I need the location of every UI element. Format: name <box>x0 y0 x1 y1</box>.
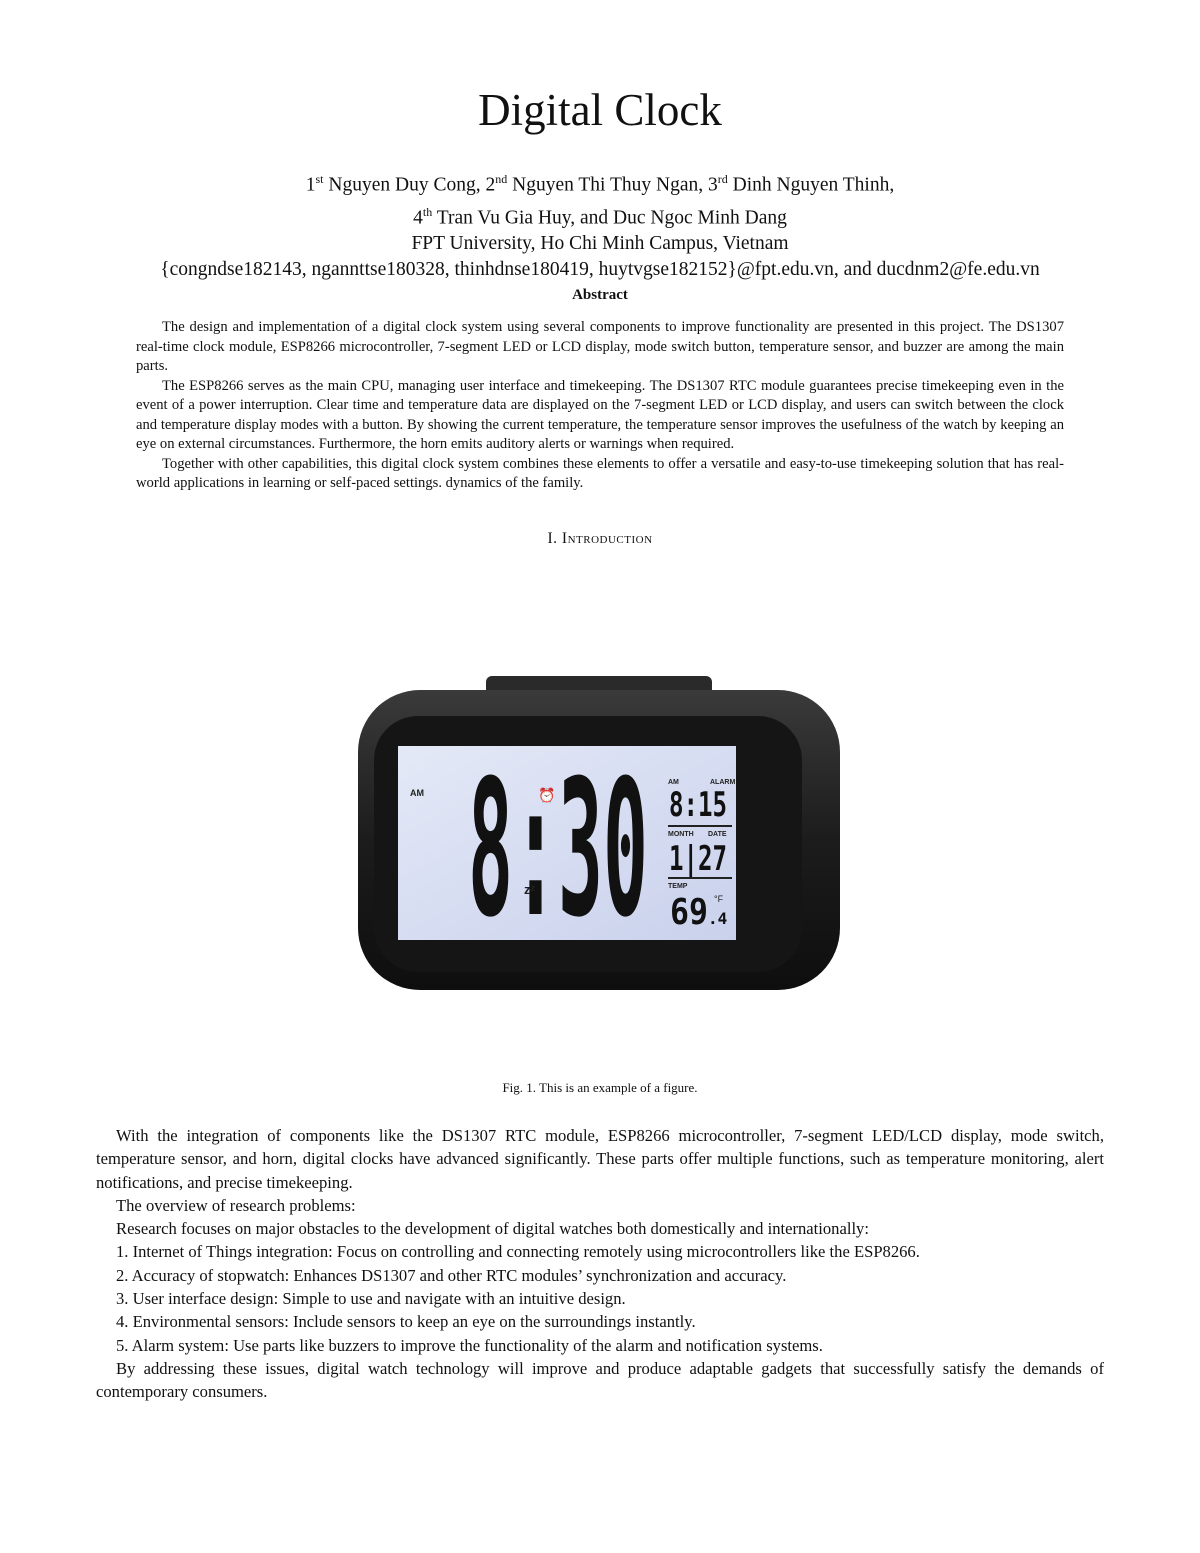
affiliation: FPT University, Ho Chi Minh Campus, Vietnam <box>411 233 789 254</box>
introduction-body <box>96 1124 1104 1404</box>
body-paragraph: With the integration of components like the DS1307 RTC module, ESP8266 microcontroller, 7-segment LED/LCD display, mode switch, temperature sensor, and horn, digital clocks have advanced significantly. These parts offer multiple functions, such as temperature monitoring, alert notifications, and precise timekeeping. <box>96 1126 1104 1192</box>
author-emails: {congndse182143, ngannttse180328, thinhdnse180419, huytvgse182152}@fpt.edu.vn, and ducdnm2@fe.edu.vn <box>160 259 1040 280</box>
author-4-name: Tran Vu Gia Huy, and Duc Ngoc Minh Dang <box>436 207 787 228</box>
author-3-sup: rd <box>717 172 728 186</box>
section-number: I. <box>547 530 558 547</box>
list-item: 4. Environmental sensors: Include sensors to keep an eye on the surroundings instantly. <box>116 1312 696 1332</box>
list-item: 5. Alarm system: Use parts like buzzers to improve the functionality of the alarm and notification systems. <box>116 1335 823 1355</box>
author-3-name: Dinh Nguyen Thinh, <box>732 174 895 196</box>
body-paragraph: The overview of research problems: <box>116 1195 356 1215</box>
author-2-ordinal: 2 <box>485 174 496 196</box>
author-1-sup: st <box>315 172 324 186</box>
paper-title: Digital Clock <box>478 85 722 135</box>
abstract-paragraph: The ESP8266 serves as the main CPU, managing user interface and timekeeping. The DS1307 RTC module guarantees precise timekeeping even in the event of a power interruption. Clear time and temperature data are displayed on the 7-segment LED or LCD display, and users can switch between the clock and temperature display modes with a button. By showing the current temperature, the temperature sensor improves the usefulness of the watch by keeping an eye on external circumstances. Furthermore, the horn emits auditory alerts or warnings when required. <box>136 377 1064 452</box>
section-title: Introduction <box>561 530 653 547</box>
list-item: 3. User interface design: Simple to use and navigate with an intuitive design. <box>116 1289 626 1309</box>
author-4-ordinal: 4 <box>413 207 423 228</box>
figure-caption: Fig. 1. This is an example of a figure. <box>502 1080 698 1095</box>
alarm-time-display: 8:15 <box>669 785 727 825</box>
abstract-heading: Abstract <box>572 287 628 303</box>
snooze-indicator: zᶻ <box>524 882 536 897</box>
alarm-clock-illustration <box>352 668 844 1000</box>
alarm-bell-icon: ⏰ <box>538 788 556 804</box>
date-label: DATE <box>708 831 727 838</box>
section-heading <box>0 530 1200 548</box>
list-item: 1. Internet of Things integration: Focus on controlling and connecting remotely using microcontrollers like the ESP8266. <box>116 1242 920 1262</box>
author-2-sup: nd <box>495 172 508 186</box>
temperature-display: 69 <box>670 892 708 933</box>
author-3-ordinal: 3 <box>708 174 718 196</box>
abstract-paragraph: Together with other capabilities, this digital clock system combines these elements to offer a versatile and easy-to-use timekeeping solution that has real-world applications in learning or self-paced settings. dynamics of the family. <box>136 455 1064 491</box>
figure-clock-image <box>352 668 844 1000</box>
abstract-body <box>136 318 1064 494</box>
author-line-1 <box>0 166 1200 199</box>
date-display: 1|27 <box>669 839 727 879</box>
body-paragraph: By addressing these issues, digital watch technology will improve and produce adaptable gadgets that successfully satisfy the demands of contemporary consumers. <box>96 1358 1104 1402</box>
body-paragraph: Research focuses on major obstacles to the development of digital watches both domestically and internationally: <box>116 1219 869 1239</box>
main-time-display: 8:30 <box>468 740 648 959</box>
author-2-name: Nguyen Thi Thuy Ngan, <box>512 174 704 196</box>
author-1-ordinal: 1 <box>305 174 316 196</box>
author-4-sup: th <box>422 204 433 219</box>
am-left-indicator: AM <box>410 788 424 798</box>
author-1-name: Nguyen Duy Cong, <box>328 174 481 196</box>
temperature-unit: °F <box>714 894 724 904</box>
abstract-paragraph: The design and implementation of a digital clock system using several components to improve functionality are presented in this project. The DS1307 real-time clock module, ESP8266 microcontroller, 7-segment LED or LCD display, mode switch button, temperature sensor, and buzzer are among the main parts. <box>136 319 1064 374</box>
alarm-label: ALARM <box>710 779 736 786</box>
temp-label: TEMP <box>668 883 688 890</box>
am-right-indicator: AM <box>668 779 679 786</box>
author-block <box>0 166 1200 283</box>
author-line-2 <box>0 199 1200 232</box>
list-item: 2. Accuracy of stopwatch: Enhances DS1307 and other RTC modules’ synchronization and accuracy. <box>116 1265 787 1285</box>
month-label: MONTH <box>668 831 694 838</box>
temperature-decimal: .4 <box>708 909 728 928</box>
